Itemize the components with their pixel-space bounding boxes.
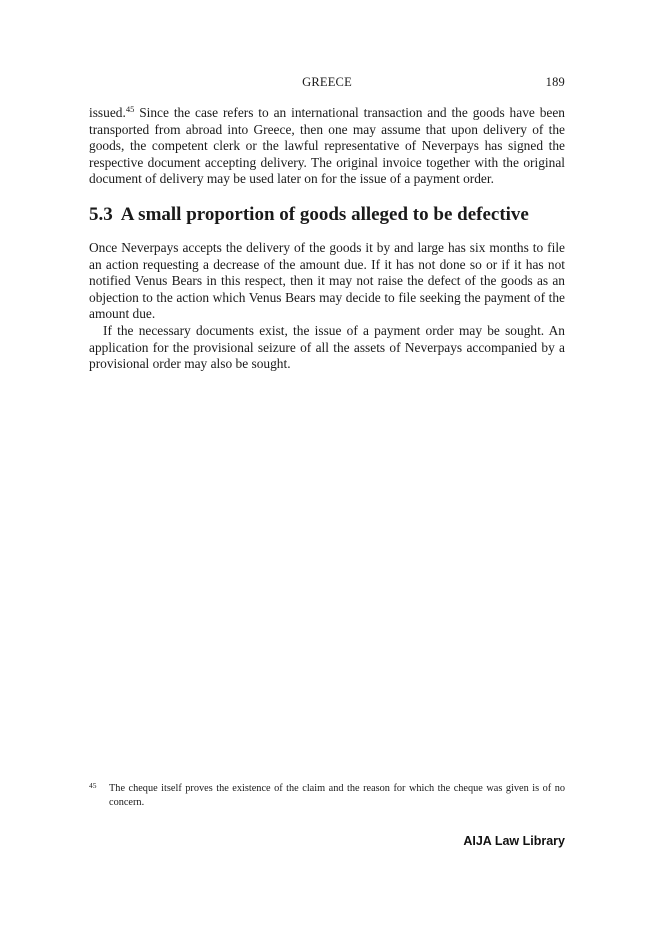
- page-number: 189: [545, 75, 565, 89]
- section-number: 5.3: [89, 204, 113, 225]
- paragraph-1: [89, 105, 565, 188]
- section-title: A small proportion of goods alleged to be defective: [120, 204, 529, 225]
- section-heading: [89, 203, 565, 227]
- publisher-footer: AIJA Law Library: [463, 834, 565, 848]
- footnote-reference: 45: [125, 104, 135, 114]
- footnote: [89, 782, 565, 809]
- paragraph-1-text: Since the case refers to an international transaction and the goods have been transported from abroad into Greece, then one may assume that upon delivery of the goods, the competent clerk or the lawful representative of Neverpays has signed the respective document accepting delivery. The original invoice together with the original document of delivery may be used later on for the issue of a payment order.: [89, 105, 565, 187]
- paragraph-3: If the necessary documents exist, the issue of a payment order may be sought. An application for the provisional seizure of all the assets of Neverpays accompanied by a provisional order may also be sought.: [89, 322, 565, 372]
- running-title: GREECE: [302, 75, 352, 89]
- paragraph-1-lead: issued.: [89, 105, 126, 120]
- paragraph-2: Once Neverpays accepts the delivery of the goods it by and large has six months to file an action requesting a decrease of the amount due. If it has not done so or if it has not notified Venus Bears in this respect, then it may not raise the defect of the goods as an objection to the action which Venus Bears may decide to file seeking the payment of the amount due.: [89, 240, 565, 322]
- footnote-text: The cheque itself proves the existence of the claim and the reason for which the cheque was given is of no concern.: [109, 783, 565, 808]
- footnote-marker: 45: [89, 781, 97, 790]
- running-header: [89, 75, 565, 93]
- section-body: [89, 240, 565, 373]
